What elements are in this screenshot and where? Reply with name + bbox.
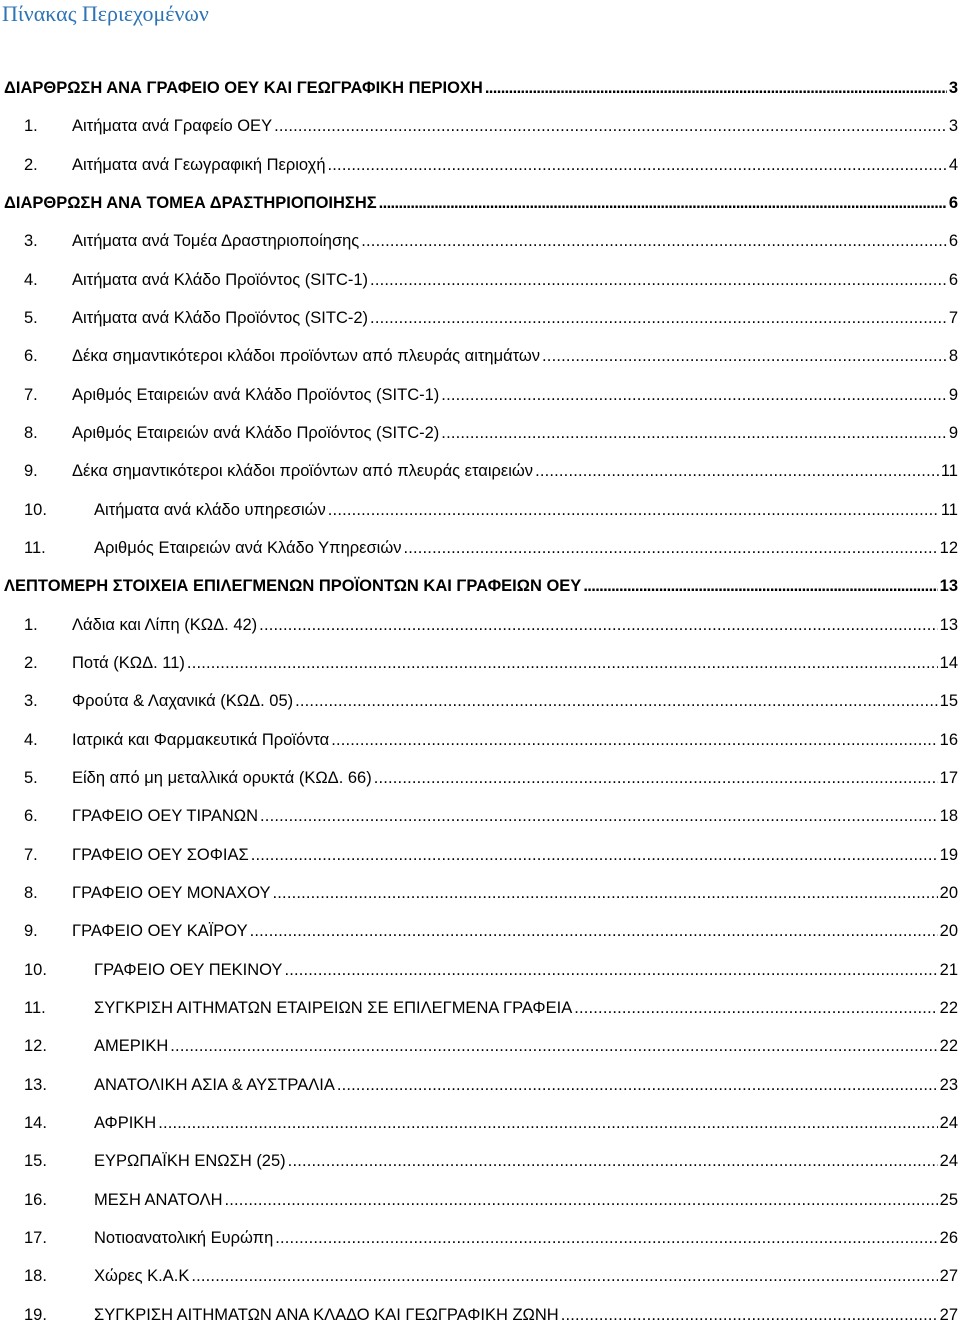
toc-entry-label: Αιτήματα ανά Τομέα Δραστηριοποίησης — [72, 232, 360, 251]
toc-entry-label: Φρούτα & Λαχανικά (ΚΩΔ. 05) — [72, 692, 294, 711]
toc-entry-label: ΑΝΑΤΟΛΙΚΗ ΑΣΙΑ & ΑΥΣΤΡΑΛΙΑ — [94, 1075, 335, 1094]
dot-leader — [259, 612, 937, 638]
toc-entry-number: 3. — [24, 232, 38, 251]
dot-leader — [337, 1072, 938, 1098]
dot-leader — [379, 190, 947, 216]
toc-entry-number: 10. — [24, 960, 47, 979]
dot-leader — [441, 382, 947, 408]
toc-entry-label: Ποτά (ΚΩΔ. 11) — [72, 653, 185, 672]
toc-entry-page-number: 14 — [939, 653, 958, 672]
dot-leader — [250, 918, 938, 944]
toc-entry-number: 16. — [24, 1190, 47, 1209]
toc-entry-label: Νοτιοανατολική Ευρώπη — [94, 1228, 274, 1247]
toc-entry-number: 12. — [24, 1037, 47, 1056]
toc-entry-number: 10. — [24, 500, 47, 519]
toc-entry-page-number: 13 — [939, 615, 958, 634]
toc-entry-page-number: 13 — [939, 577, 958, 596]
toc-entry-page-number: 19 — [939, 845, 958, 864]
dot-leader — [275, 1225, 937, 1251]
toc-entry-page-number: 26 — [939, 1228, 958, 1247]
toc-entry-page-number: 3 — [948, 117, 958, 136]
toc-entry-page-number: 6 — [948, 270, 958, 289]
toc-entry-page-number: 6 — [948, 193, 958, 212]
toc-entry[interactable] — [0, 1225, 960, 1251]
dot-leader — [273, 880, 938, 906]
toc-entry-label: ΓΡΑΦΕΙΟ ΟΕΥ ΤΙΡΑΝΩΝ — [72, 807, 259, 826]
toc-entry-number: 4. — [24, 270, 38, 289]
toc-entry-page-number: 22 — [939, 998, 958, 1017]
toc-entry-number: 1. — [24, 615, 38, 634]
toc-entry-label: Αιτήματα ανά Κλάδο Προϊόντος (SITC-1) — [72, 270, 369, 289]
toc-entry-page-number: 22 — [939, 1037, 958, 1056]
toc-entry-page-number: 3 — [948, 79, 958, 97]
dot-leader — [574, 995, 937, 1021]
toc-entry-number: 7. — [24, 385, 38, 404]
dot-leader — [331, 727, 937, 753]
dot-leader — [274, 113, 947, 139]
toc-entry-number: 18. — [24, 1267, 47, 1286]
toc-entry-number: 9. — [24, 922, 38, 941]
toc-entry-number: 5. — [24, 308, 38, 327]
toc-entry-page-number: 15 — [939, 692, 958, 711]
toc-entry[interactable] — [0, 1187, 960, 1213]
dot-leader — [187, 650, 938, 676]
dot-leader — [535, 458, 939, 484]
toc-entry-page-number: 21 — [939, 960, 958, 979]
toc-entry[interactable] — [0, 535, 960, 561]
toc-entry[interactable] — [0, 880, 960, 906]
dot-leader — [361, 228, 947, 254]
toc-entry-label: ΕΥΡΩΠΑΪΚΗ ΕΝΩΣΗ (25) — [94, 1152, 286, 1171]
dot-leader — [441, 420, 947, 446]
toc-entry-number: 13. — [24, 1075, 47, 1094]
toc-entry-page-number: 11 — [940, 500, 958, 519]
toc-entry[interactable] — [0, 497, 960, 523]
dot-leader — [561, 1302, 938, 1328]
toc-entry[interactable] — [0, 765, 960, 791]
toc-entry-label: Αριθμός Εταιρειών ανά Κλάδο Προϊόντος (SITC-1) — [72, 385, 440, 404]
toc-entry-page-number: 11 — [940, 462, 958, 481]
toc-entry[interactable] — [0, 267, 960, 293]
toc-entry-number: 7. — [24, 845, 38, 864]
toc-entry-label: ΓΡΑΦΕΙΟ ΟΕΥ ΚΑΪΡΟΥ — [72, 922, 248, 941]
toc-entry-page-number: 20 — [939, 922, 958, 941]
toc-entry[interactable] — [0, 228, 960, 254]
dot-leader — [370, 267, 947, 293]
toc-entry[interactable] — [0, 612, 960, 638]
dot-leader — [328, 152, 947, 178]
toc-entry-number: 1. — [24, 117, 38, 136]
toc-entry[interactable] — [0, 803, 960, 829]
dot-leader — [542, 343, 947, 369]
toc-entry-number: 11. — [24, 998, 46, 1017]
toc-entry-label: ΔΙΑΡΘΡΩΣΗ ΑΝΑ ΤΟΜΕΑ ΔΡΑΣΤΗΡΙΟΠΟΙΗΣΗΣ — [4, 193, 377, 212]
toc-entry[interactable] — [0, 918, 960, 944]
toc-entry-page-number: 9 — [948, 423, 958, 442]
toc-entry-page-number: 12 — [939, 538, 958, 557]
toc-title: Πίνακας Περιεχομένων — [2, 1, 209, 26]
toc-entry-label: Δέκα σημαντικότεροι κλάδοι προϊόντων από πλευράς εταιρειών — [72, 462, 534, 481]
toc-entry[interactable] — [0, 995, 960, 1021]
toc-entry-label: Ιατρικά και Φαρμακευτικά Προϊόντα — [72, 730, 330, 749]
toc-entry[interactable] — [0, 1072, 960, 1098]
toc-entry-label: ΛΕΠΤΟΜΕΡΗ ΣΤΟΙΧΕΙΑ ΕΠΙΛΕΓΜΕΝΩΝ ΠΡΟΪΟΝΤΩΝ ΚΑΙ ΓΡΑΦΕΙΩΝ ΟΕΥ — [4, 577, 582, 596]
toc-entry-number: 17. — [24, 1228, 47, 1247]
dot-leader — [403, 535, 937, 561]
toc-entry-page-number: 27 — [939, 1305, 958, 1324]
toc-entry[interactable] — [0, 113, 960, 139]
toc-entry-number: 2. — [24, 653, 38, 672]
toc-entry-label: ΓΡΑΦΕΙΟ ΟΕΥ ΜΟΝΑΧΟΥ — [72, 883, 271, 902]
toc-entry-page-number: 4 — [948, 155, 958, 174]
toc-entry-label: ΣΥΓΚΡΙΣΗ ΑΙΤΗΜΑΤΩΝ ΕΤΑΙΡΕΙΩΝ ΣΕ ΕΠΙΛΕΓΜΕΝΑ ΓΡΑΦΕΙΑ — [94, 998, 573, 1017]
toc-entry[interactable] — [0, 458, 960, 484]
toc-entry[interactable] — [0, 688, 960, 714]
toc-entry-label: Χώρες Κ.Α.Κ — [94, 1267, 190, 1286]
dot-leader — [374, 765, 938, 791]
toc-entry-label: Δέκα σημαντικότεροι κλάδοι προϊόντων από πλευράς αιτημάτων — [72, 347, 541, 366]
toc-entry-label: Αριθμός Εταιρειών ανά Κλάδο Προϊόντος (SITC-2) — [72, 423, 440, 442]
dot-leader — [260, 803, 938, 829]
toc-entry-page-number: 24 — [939, 1113, 958, 1132]
toc-entry-label: Αιτήματα ανά κλάδο υπηρεσιών — [94, 500, 326, 519]
dot-leader — [225, 1187, 938, 1213]
toc-entry-page-number: 7 — [948, 308, 958, 327]
toc-entry[interactable] — [0, 152, 960, 178]
dot-leader — [170, 1033, 937, 1059]
toc-entry-page-number: 23 — [939, 1075, 958, 1094]
toc-entry[interactable] — [0, 842, 960, 868]
toc-entry-label: ΑΦΡΙΚΗ — [94, 1113, 157, 1132]
toc-entry-number: 11. — [24, 538, 46, 557]
toc-entry-number: 2. — [24, 155, 38, 174]
toc-entry-label: ΑΜΕΡΙΚΗ — [94, 1037, 169, 1056]
toc-entry[interactable] — [0, 1148, 960, 1174]
toc-entry-number: 5. — [24, 768, 38, 787]
toc-entry-label: ΜΕΣΗ ΑΝΑΤΟΛΗ — [94, 1190, 223, 1209]
toc-entry-page-number: 17 — [939, 768, 958, 787]
toc-entry-label: Αιτήματα ανά Γραφείο ΟΕΥ — [72, 117, 273, 136]
toc-entry-page-number: 25 — [939, 1190, 958, 1209]
toc-entry-number: 3. — [24, 692, 38, 711]
toc-entry[interactable] — [0, 650, 960, 676]
toc-entry-page-number: 6 — [948, 232, 958, 251]
toc-entry-label: Είδη από μη μεταλλικά ορυκτά (ΚΩΔ. 66) — [72, 768, 372, 787]
dot-leader — [284, 957, 937, 983]
toc-entry-number: 14. — [24, 1113, 47, 1132]
dot-leader — [251, 842, 938, 868]
toc-entry-number: 8. — [24, 883, 38, 902]
dot-leader — [288, 1148, 938, 1174]
toc-entry-label: ΔΙΑΡΘΡΩΣΗ ΑΝΑ ΓΡΑΦΕΙΟ ΟΕΥ ΚΑΙ ΓΕΩΓΡΑΦΙΚΗ ΠΕΡΙΟΧΗ — [4, 79, 483, 97]
toc-section-entry[interactable] — [0, 573, 960, 599]
toc-entry[interactable] — [0, 382, 960, 408]
toc-entry[interactable] — [0, 1110, 960, 1136]
dot-leader — [485, 75, 947, 101]
dot-leader — [295, 688, 938, 714]
toc-section-entry[interactable] — [0, 75, 960, 101]
toc-entry-page-number: 8 — [948, 347, 958, 366]
toc-entry-number: 8. — [24, 423, 38, 442]
toc-entry-page-number: 16 — [939, 730, 958, 749]
toc-entry[interactable] — [0, 957, 960, 983]
toc-entry-label: ΓΡΑΦΕΙΟ ΟΕΥ ΣΟΦΙΑΣ — [72, 845, 249, 864]
dot-leader — [191, 1263, 937, 1289]
toc-entry-number: 6. — [24, 347, 38, 366]
toc-entry-page-number: 20 — [939, 883, 958, 902]
toc-entry-label: Αιτήματα ανά Γεωγραφική Περιοχή — [72, 155, 326, 174]
toc-entry[interactable] — [0, 305, 960, 331]
toc-entry[interactable] — [0, 420, 960, 446]
toc-entry[interactable] — [0, 1033, 960, 1059]
toc-entry-number: 15. — [24, 1152, 47, 1171]
toc-entry-number: 9. — [24, 462, 38, 481]
toc-entry-number: 6. — [24, 807, 38, 826]
toc-section-entry[interactable] — [0, 190, 960, 216]
toc-entry-label: Λάδια και Λίπη (ΚΩΔ. 42) — [72, 615, 258, 634]
dot-leader — [158, 1110, 937, 1136]
toc-entry-number: 4. — [24, 730, 38, 749]
toc-entry-page-number: 24 — [939, 1152, 958, 1171]
toc-entry-label: Αριθμός Εταιρειών ανά Κλάδο Υπηρεσιών — [94, 538, 402, 557]
dot-leader — [328, 497, 939, 523]
dot-leader — [370, 305, 947, 331]
toc-entry-page-number: 9 — [948, 385, 958, 404]
toc-entry-label: ΓΡΑΦΕΙΟ ΟΕΥ ΠΕΚΙΝΟΥ — [94, 960, 283, 979]
toc-entry-label: Αιτήματα ανά Κλάδο Προϊόντος (SITC-2) — [72, 308, 369, 327]
toc-entry-label: ΣΥΓΚΡΙΣΗ ΑΙΤΗΜΑΤΩΝ ΑΝΑ ΚΛΑΔΟ ΚΑΙ ΓΕΩΓΡΑΦΙΚΗ ΖΩΝΗ — [94, 1305, 559, 1324]
toc-entry[interactable] — [0, 343, 960, 369]
dot-leader — [583, 573, 937, 599]
toc-entry-page-number: 18 — [939, 807, 958, 826]
toc-entry-number: 19. — [24, 1305, 47, 1324]
toc-entry[interactable] — [0, 1263, 960, 1289]
toc-entry[interactable] — [0, 1302, 960, 1328]
toc-entry[interactable] — [0, 727, 960, 753]
toc-entry-page-number: 27 — [939, 1267, 958, 1286]
